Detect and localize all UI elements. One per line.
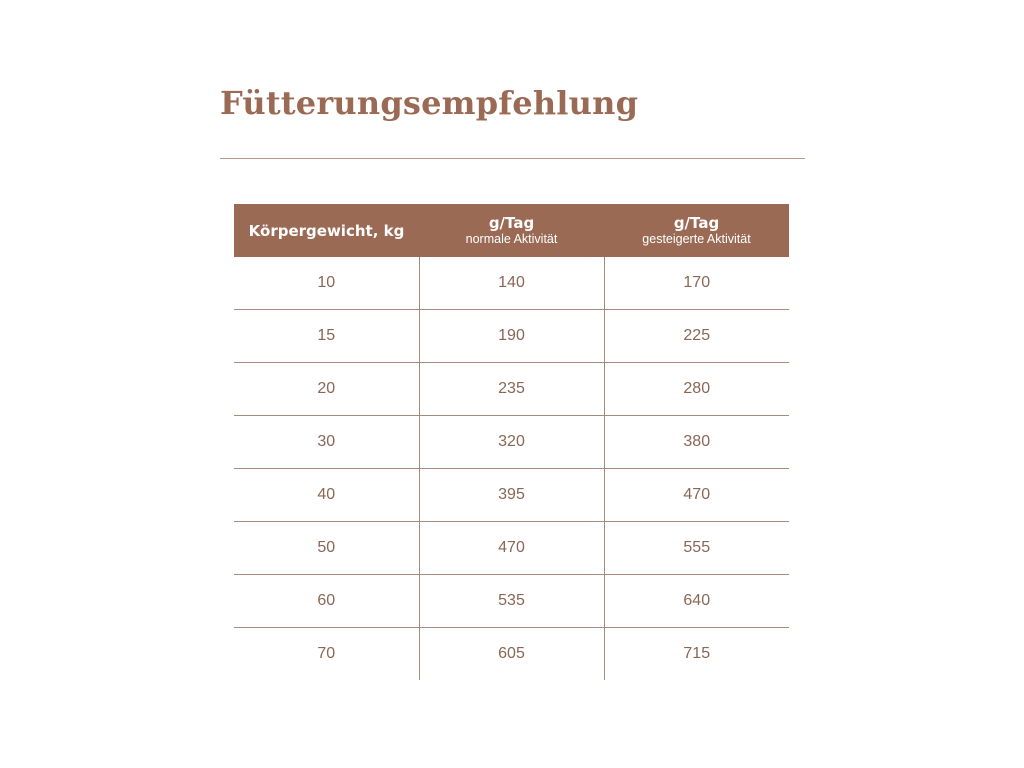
cell-increased-activity: 380	[604, 416, 789, 469]
header-main-label: Körpergewicht, kg	[248, 221, 405, 240]
cell-increased-activity: 555	[604, 522, 789, 575]
table-row	[234, 628, 789, 681]
title-divider	[220, 158, 805, 159]
header-row	[234, 204, 789, 257]
cell-normal-activity: 320	[419, 416, 604, 469]
header-sub-label: gesteigerte Aktivität	[642, 232, 751, 246]
table-row	[234, 469, 789, 522]
cell-normal-activity: 140	[419, 257, 604, 310]
cell-normal-activity: 395	[419, 469, 604, 522]
table-header	[234, 204, 789, 257]
table-row	[234, 257, 789, 310]
cell-body-weight: 30	[234, 416, 419, 469]
header-main-label: g/Tag	[673, 214, 720, 232]
cell-normal-activity: 235	[419, 363, 604, 416]
table-row	[234, 416, 789, 469]
cell-body-weight: 15	[234, 310, 419, 363]
cell-body-weight: 10	[234, 257, 419, 310]
table-row	[234, 522, 789, 575]
cell-body-weight: 50	[234, 522, 419, 575]
cell-body-weight: 70	[317, 645, 336, 662]
page-title: Fütterungsempfehlung	[220, 84, 639, 122]
cell-increased-activity: 280	[604, 363, 789, 416]
feeding-table	[234, 204, 789, 680]
table-body	[234, 257, 789, 680]
table-row	[234, 575, 789, 628]
header-sub-label: normale Aktivität	[465, 232, 558, 246]
cell-increased-activity: 470	[604, 469, 789, 522]
table-row	[234, 310, 789, 363]
header-increased-activity	[604, 204, 789, 257]
cell-increased-activity: 225	[604, 310, 789, 363]
cell-normal-activity: 535	[419, 575, 604, 628]
header-body-weight	[234, 204, 419, 257]
cell-increased-activity: 715	[604, 628, 789, 681]
cell-body-weight: 40	[234, 469, 419, 522]
header-normal-activity	[419, 204, 604, 257]
cell-body-weight: 20	[234, 363, 419, 416]
table-row	[234, 363, 789, 416]
header-main-label: g/Tag	[488, 214, 535, 232]
cell-normal-activity: 190	[419, 310, 604, 363]
cell-normal-activity: 605	[419, 628, 604, 681]
cell-increased-activity: 170	[604, 257, 789, 310]
cell-increased-activity: 640	[604, 575, 789, 628]
cell-normal-activity: 470	[419, 522, 604, 575]
cell-body-weight: 60	[234, 575, 419, 628]
